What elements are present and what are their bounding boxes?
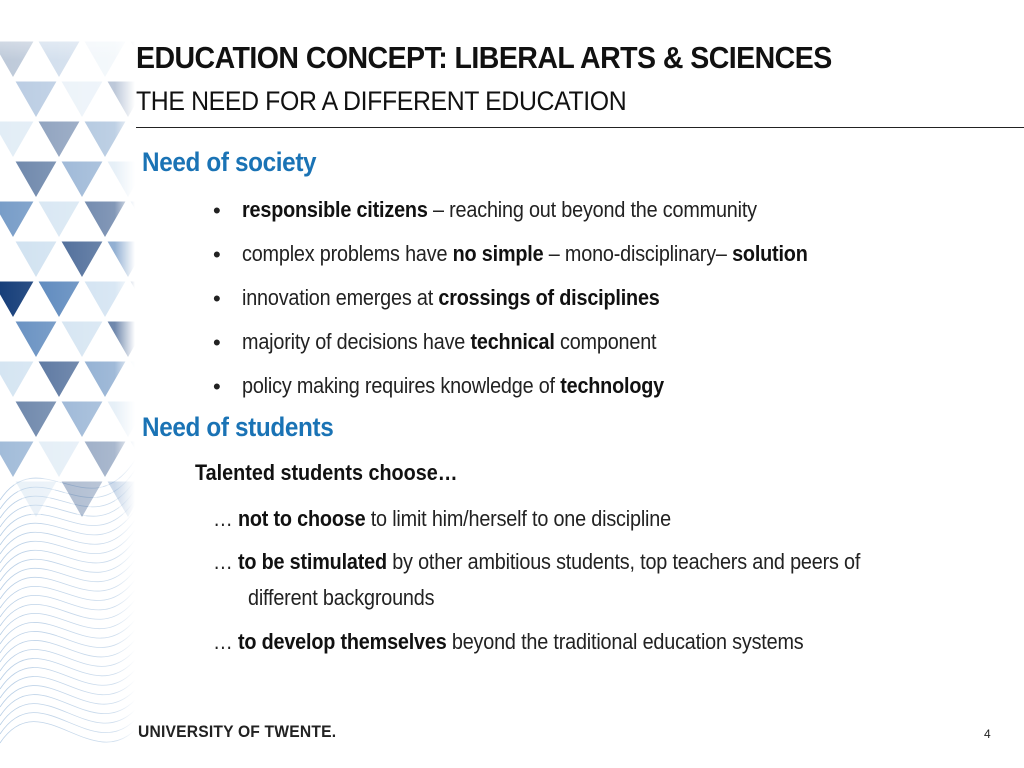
students-item-3: … to develop themselves beyond the traditional education systems bbox=[213, 629, 804, 654]
society-bullet-3: innovation emerges at crossings of disciplines bbox=[242, 285, 660, 310]
society-bullet-4: majority of decisions have technical component bbox=[242, 329, 657, 354]
bullet-icon: • bbox=[213, 242, 221, 267]
slide-title: EDUCATION CONCEPT: LIBERAL ARTS & SCIENCES bbox=[136, 40, 832, 75]
society-bullet-5: policy making requires knowledge of technology bbox=[242, 373, 665, 398]
students-heading: Need of students bbox=[142, 412, 334, 442]
students-item-2-continuation: different backgrounds bbox=[248, 585, 435, 610]
students-subheading: Talented students choose… bbox=[195, 460, 458, 485]
bullet-icon: • bbox=[213, 374, 221, 399]
page-number: 4 bbox=[984, 727, 991, 741]
bullet-icon: • bbox=[213, 330, 221, 355]
students-item-2: … to be stimulated by other ambitious students, top teachers and peers of bbox=[213, 549, 861, 574]
university-logo: UNIVERSITY OF TWENTE. bbox=[138, 722, 337, 741]
slide-subtitle: THE NEED FOR A DIFFERENT EDUCATION bbox=[136, 86, 627, 116]
bullet-icon: • bbox=[213, 198, 221, 223]
bullet-icon: • bbox=[213, 286, 221, 311]
decorative-geodesic-image bbox=[0, 0, 135, 768]
title-divider bbox=[136, 127, 1024, 128]
society-heading: Need of society bbox=[142, 147, 317, 177]
society-bullet-1: responsible citizens – reaching out beyond the community bbox=[242, 197, 757, 222]
society-bullet-2: complex problems have no simple – mono-disciplinary– solution bbox=[242, 241, 808, 266]
students-item-1: … not to choose to limit him/herself to one discipline bbox=[213, 506, 671, 531]
